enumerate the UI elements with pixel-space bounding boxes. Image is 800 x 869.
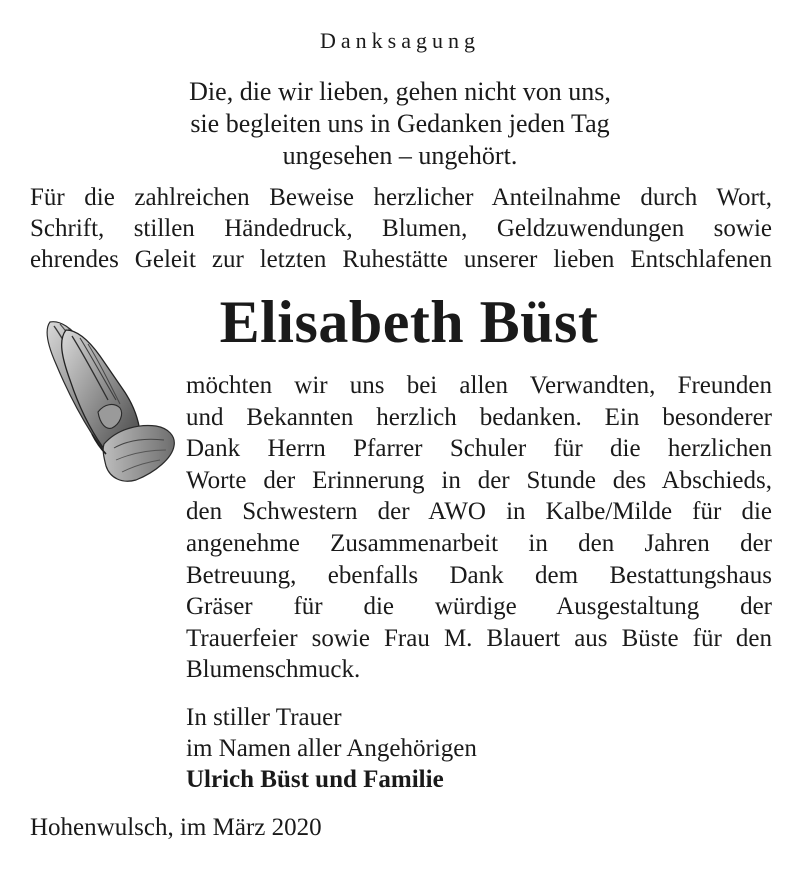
- intro-line: Für die zahlreichen Beweise herzlicher Anteilnahme durch Wort,: [30, 184, 772, 211]
- thanks-paragraph: [186, 370, 772, 686]
- praying-hands-icon: [38, 316, 178, 484]
- poem-line: ungesehen – ungehört.: [282, 141, 518, 170]
- body-line: den Schwestern der AWO in Kalbe/Milde für die: [186, 498, 772, 526]
- intro-paragraph: [30, 182, 772, 275]
- body-line: angenehme Zusammenarbeit in den Jahren der: [186, 529, 772, 557]
- memorial-poem: [0, 76, 800, 172]
- intro-line: ehrendes Geleit zur letzten Ruhestätte unserer lieben Entschlafenen: [30, 246, 772, 273]
- closing-line: im Namen aller Angehörigen: [186, 735, 477, 762]
- body-line: möchten wir uns bei allen Verwandten, Freunden: [186, 372, 772, 399]
- intro-line: Schrift, stillen Händedruck, Blumen, Geldzuwendungen sowie: [30, 215, 772, 242]
- body-line: Blumenschmuck.: [186, 656, 361, 684]
- poem-line: sie begleiten uns in Gedanken jeden Tag: [190, 109, 610, 138]
- closing-line: In stiller Trauer: [186, 704, 342, 731]
- body-line: Betreuung, ebenfalls Dank dem Bestattungshaus: [186, 561, 772, 589]
- body-line: Trauerfeier sowie Frau M. Blauert aus Büste für den: [186, 624, 772, 652]
- closing-block: [186, 702, 477, 795]
- signer-name: Ulrich Büst und Familie: [186, 766, 444, 793]
- body-line: Worte der Erinnerung in der Stunde des Abschieds,: [186, 466, 772, 494]
- deceased-name: Elisabeth Büst: [219, 289, 599, 355]
- place-date: Hohenwulsch, im März 2020: [30, 814, 322, 841]
- body-line: Dank Herrn Pfarrer Schuler für die herzlichen: [186, 435, 772, 463]
- poem-line: Die, die wir lieben, gehen nicht von uns,: [189, 77, 611, 106]
- body-line: und Bekannten herzlich bedanken. Ein besonderer: [186, 403, 772, 431]
- body-line: Gräser für die würdige Ausgestaltung der: [186, 593, 772, 621]
- notice-heading: Danksagung: [320, 28, 480, 53]
